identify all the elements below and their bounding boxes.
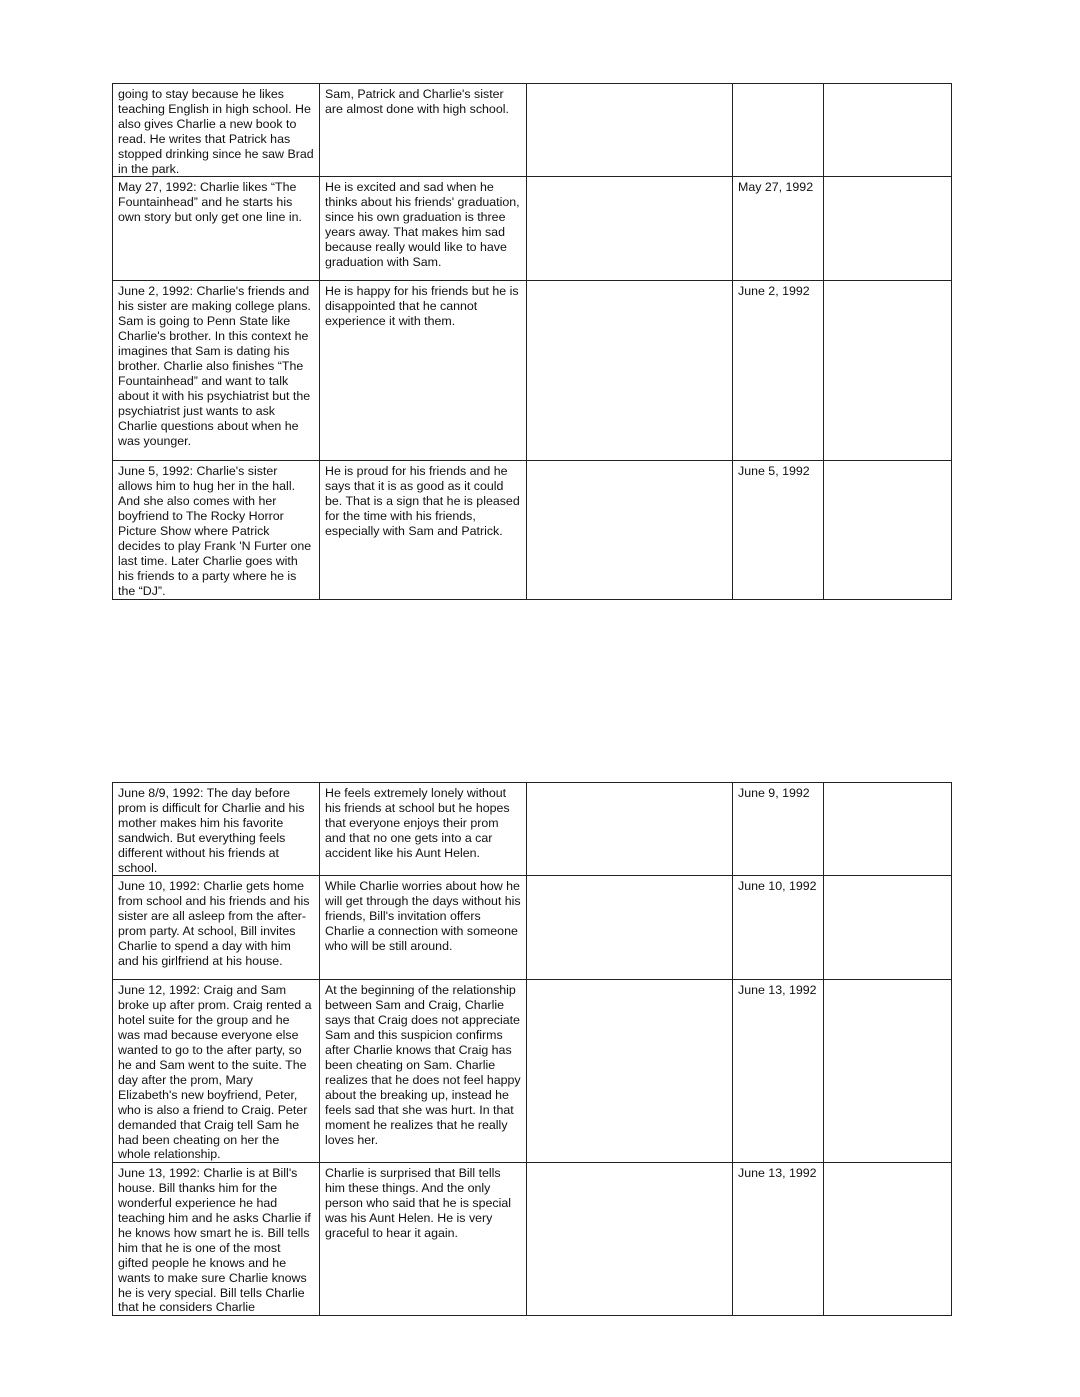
- table-row: [113, 783, 952, 876]
- empty-cell: [824, 281, 952, 461]
- table-row: [113, 177, 952, 281]
- empty-cell: [824, 1163, 952, 1316]
- empty-cell: [527, 281, 733, 461]
- feeling-cell: He feels extremely lonely without his friends at school but he hopes that everyone enjoys their prom and that no one gets into a car accident like his Aunt Helen.: [320, 783, 527, 876]
- empty-cell: [824, 177, 952, 281]
- date-cell: June 9, 1992: [733, 783, 824, 876]
- event-cell: June 10, 1992: Charlie gets home from school and his friends and his sister are all asleep from the after-prom party. At school, Bill invites Charlie to spend a day with him and his girlfriend at his house.: [113, 876, 320, 980]
- empty-cell: [824, 980, 952, 1163]
- date-cell: June 13, 1992: [733, 1163, 824, 1316]
- date-cell: June 5, 1992: [733, 461, 824, 599]
- table-row: [113, 980, 952, 1163]
- date-cell: June 13, 1992: [733, 980, 824, 1163]
- feeling-cell: He is excited and sad when he thinks about his friends' graduation, since his own graduation is three years away. That makes him sad because really would like to have graduation with Sam.: [320, 177, 527, 281]
- feeling-cell: He is proud for his friends and he says that it is as good as it could be. That is a sign that he is pleased for the time with his friends, especially with Sam and Patrick.: [320, 461, 527, 599]
- event-cell: June 13, 1992: Charlie is at Bill's house. Bill thanks him for the wonderful experience he had teaching him and he asks Charlie if he knows how smart he is. Bill tells him that he is one of the most gifted people he knows and he wants to make sure Charlie knows he is very special. Bill tells Charlie that he considers Charlie: [113, 1163, 320, 1316]
- journal-table-top: [112, 83, 952, 600]
- date-cell: [733, 84, 824, 177]
- empty-cell: [527, 84, 733, 177]
- empty-cell: [527, 783, 733, 876]
- journal-table-bottom: [112, 782, 952, 1316]
- empty-cell: [527, 177, 733, 281]
- empty-cell: [824, 876, 952, 980]
- empty-cell: [527, 876, 733, 980]
- empty-cell: [824, 783, 952, 876]
- event-cell: going to stay because he likes teaching English in high school. He also gives Charlie a new book to read. He writes that Patrick has stopped drinking since he saw Brad in the park.: [113, 84, 320, 177]
- feeling-cell: Sam, Patrick and Charlie's sister are almost done with high school.: [320, 84, 527, 177]
- feeling-cell: Charlie is surprised that Bill tells him these things. And the only person who said that he is special was his Aunt Helen. He is very graceful to hear it again.: [320, 1163, 527, 1316]
- date-cell: June 2, 1992: [733, 281, 824, 461]
- empty-cell: [527, 461, 733, 599]
- feeling-cell: He is happy for his friends but he is disappointed that he cannot experience it with them.: [320, 281, 527, 461]
- empty-cell: [824, 84, 952, 177]
- empty-cell: [527, 980, 733, 1163]
- date-cell: June 10, 1992: [733, 876, 824, 980]
- table-row: [113, 876, 952, 980]
- event-cell: June 5, 1992: Charlie's sister allows him to hug her in the hall. And she also comes with her boyfriend to The Rocky Horror Picture Show where Patrick decides to play Frank 'N Furter one last time. Later Charlie goes with his friends to a party where he is the “DJ”.: [113, 461, 320, 599]
- table-row: [113, 281, 952, 461]
- table-row: [113, 1163, 952, 1316]
- event-cell: June 2, 1992: Charlie's friends and his sister are making college plans. Sam is going to Penn State like Charlie's brother. In this context he imagines that Sam is dating his brother. Charlie also finishes “The Fountainhead” and want to talk about it with his psychiatrist but the psychiatrist just wants to ask Charlie questions about when he was younger.: [113, 281, 320, 461]
- event-cell: June 8/9, 1992: The day before prom is difficult for Charlie and his mother makes him his favorite sandwich. But everything feels different without his friends at school.: [113, 783, 320, 876]
- event-cell: May 27, 1992: Charlie likes “The Fountainhead” and he starts his own story but only get one line in.: [113, 177, 320, 281]
- table-row: [113, 84, 952, 177]
- feeling-cell: At the beginning of the relationship between Sam and Craig, Charlie says that Craig does not appreciate Sam and this suspicion confirms after Charlie knows that Craig has been cheating on Sam. Charlie realizes that he does not feel happy about the breaking up, instead he feels sad that she was hurt. In that moment he realizes that he really loves her.: [320, 980, 527, 1163]
- date-cell: May 27, 1992: [733, 177, 824, 281]
- table-row: [113, 461, 952, 599]
- feeling-cell: While Charlie worries about how he will get through the days without his friends, Bill's invitation offers Charlie a connection with someone who will be still around.: [320, 876, 527, 980]
- event-cell: June 12, 1992: Craig and Sam broke up after prom. Craig rented a hotel suite for the group and he was mad because everyone else wanted to go to the after party, so he and Sam went to the suite. The day after the prom, Mary Elizabeth's new boyfriend, Peter, who is also a friend to Craig. Peter demanded that Craig tell Sam he had been cheating on her the whole relationship.: [113, 980, 320, 1163]
- empty-cell: [527, 1163, 733, 1316]
- empty-cell: [824, 461, 952, 599]
